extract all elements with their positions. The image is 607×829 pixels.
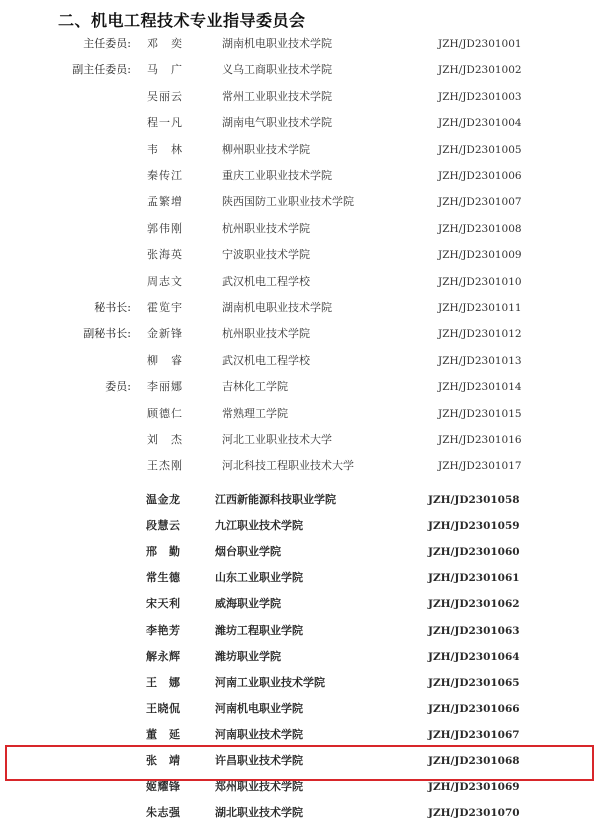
member-row xyxy=(0,295,607,321)
member-name: 常生德 xyxy=(146,571,181,585)
member-code: JZH/JD2301065 xyxy=(428,676,520,689)
member-row xyxy=(0,487,607,513)
member-row xyxy=(0,374,607,400)
member-row xyxy=(0,216,607,242)
member-school: 山东工业职业学院 xyxy=(215,571,303,585)
member-code: JZH/JD2301005 xyxy=(438,143,522,156)
member-school: 潍坊工程职业学院 xyxy=(215,623,303,637)
member-school: 杭州职业技术学院 xyxy=(222,327,310,341)
member-row xyxy=(0,163,607,189)
member-school: 常州工业职业技术学院 xyxy=(222,89,332,103)
member-code: JZH/JD2301007 xyxy=(438,196,522,209)
member-row xyxy=(0,800,607,826)
member-school: 许昌职业技术学院 xyxy=(215,754,303,767)
member-row xyxy=(0,348,607,374)
member-code: JZH/JD2301064 xyxy=(428,650,520,663)
member-code: JZH/JD2301070 xyxy=(428,807,520,820)
member-role: 副秘书长: xyxy=(83,327,131,341)
member-role: 秘书长: xyxy=(94,301,131,314)
member-role: 主任委员: xyxy=(83,37,131,50)
member-row xyxy=(0,696,607,722)
member-school: 湖北职业技术学院 xyxy=(215,806,303,820)
member-row xyxy=(0,670,607,696)
member-name: 李艳芳 xyxy=(146,623,181,637)
member-name: 秦传江 xyxy=(147,169,183,182)
member-school: 湖南机电职业技术学院 xyxy=(222,37,332,50)
member-code: JZH/JD2301002 xyxy=(438,64,522,77)
member-name: 霍览宇 xyxy=(147,301,183,314)
member-row xyxy=(0,31,607,57)
member-row xyxy=(0,513,607,539)
member-school: 威海职业学院 xyxy=(215,597,281,611)
member-row xyxy=(0,57,607,83)
member-row xyxy=(0,722,607,748)
member-code: JZH/JD2301011 xyxy=(438,302,522,314)
member-name: 郭伟刚 xyxy=(147,221,183,235)
member-school: 武汉机电工程学校 xyxy=(222,353,310,367)
member-school: 河北科技工程职业技术大学 xyxy=(222,459,354,473)
member-school: 河南职业技术学院 xyxy=(215,727,303,741)
member-school: 武汉机电工程学校 xyxy=(222,274,310,288)
member-code: JZH/JD2301067 xyxy=(428,728,520,741)
member-school: 烟台职业学院 xyxy=(215,545,281,559)
member-code: JZH/JD2301015 xyxy=(438,407,522,420)
member-row xyxy=(0,618,607,644)
member-code: JZH/JD2301061 xyxy=(428,572,520,585)
member-role: 委员: xyxy=(105,380,131,394)
member-name: 刘 杰 xyxy=(147,433,183,446)
member-code: JZH/JD2301059 xyxy=(428,520,520,533)
member-code: JZH/JD2301058 xyxy=(428,494,520,506)
member-school: 河南工业职业技术学院 xyxy=(215,675,325,689)
highlight-box xyxy=(5,745,594,781)
member-code: JZH/JD2301014 xyxy=(438,381,522,394)
member-code: JZH/JD2301008 xyxy=(438,222,522,235)
member-name: 王杰刚 xyxy=(147,459,183,473)
member-code: JZH/JD2301062 xyxy=(428,598,520,611)
member-code: JZH/JD2301069 xyxy=(428,781,520,794)
member-school: 九江职业技术学院 xyxy=(215,519,303,533)
member-name: 温金龙 xyxy=(146,493,181,506)
member-row xyxy=(0,189,607,215)
member-row xyxy=(0,539,607,565)
member-school: 湖南机电职业技术学院 xyxy=(222,301,332,314)
member-name: 王 娜 xyxy=(146,675,181,689)
member-school: 杭州职业技术学院 xyxy=(222,221,310,235)
member-code: JZH/JD2301012 xyxy=(438,328,522,341)
member-row xyxy=(0,453,607,479)
member-row xyxy=(0,110,607,136)
member-school: 常熟理工学院 xyxy=(222,406,288,420)
member-school: 陕西国防工业职业技术学院 xyxy=(222,195,354,209)
member-row xyxy=(0,321,607,347)
member-name: 顾德仁 xyxy=(147,406,183,420)
member-name: 王晓侃 xyxy=(146,701,181,715)
member-code: JZH/JD2301016 xyxy=(438,434,522,446)
member-school: 柳州职业技术学院 xyxy=(222,142,310,156)
member-school: 吉林化工学院 xyxy=(222,380,288,394)
member-name: 程一凡 xyxy=(147,116,183,130)
member-code: JZH/JD2301006 xyxy=(438,170,522,182)
member-school: 河北工业职业技术大学 xyxy=(222,433,332,446)
member-school: 湖南电气职业技术学院 xyxy=(222,116,332,130)
member-name: 吴丽云 xyxy=(147,89,183,103)
member-name: 解永辉 xyxy=(146,649,181,663)
member-row xyxy=(0,427,607,453)
member-school: 义乌工商职业技术学院 xyxy=(222,63,332,77)
member-code: JZH/JD2301063 xyxy=(428,624,520,637)
member-name: 张海英 xyxy=(147,248,183,262)
member-row xyxy=(0,401,607,427)
member-code: JZH/JD2301010 xyxy=(438,275,522,288)
member-school: 江西新能源科技职业学院 xyxy=(215,493,336,506)
member-code: JZH/JD2301066 xyxy=(428,702,520,715)
member-name: 朱志强 xyxy=(146,806,181,820)
member-school: 河南机电职业学院 xyxy=(215,701,303,715)
member-name: 邓 奕 xyxy=(147,37,183,50)
member-name: 柳 睿 xyxy=(147,353,183,367)
member-row xyxy=(0,565,607,591)
member-code: JZH/JD2301060 xyxy=(428,546,520,559)
member-name: 张 靖 xyxy=(146,754,181,767)
member-code: JZH/JD2301003 xyxy=(438,90,522,103)
member-row xyxy=(0,242,607,268)
member-name: 孟繁增 xyxy=(147,195,183,209)
member-name: 周志文 xyxy=(147,274,183,288)
member-row xyxy=(0,137,607,163)
member-school: 潍坊职业学院 xyxy=(215,649,281,663)
member-school: 宁波职业技术学院 xyxy=(222,248,310,262)
member-name: 姬耀锋 xyxy=(146,780,181,794)
member-code: JZH/JD2301017 xyxy=(438,460,522,473)
member-role: 副主任委员: xyxy=(72,63,131,77)
member-name: 李丽娜 xyxy=(147,380,183,394)
member-row xyxy=(0,269,607,295)
member-row xyxy=(0,591,607,617)
member-name: 宋天利 xyxy=(146,597,181,611)
member-name: 金新锋 xyxy=(147,327,183,341)
member-name: 段慧云 xyxy=(146,519,181,533)
member-code: JZH/JD2301004 xyxy=(438,117,522,130)
section-title: 二、机电工程技术专业指导委员会 xyxy=(58,11,306,30)
member-code: JZH/JD2301068 xyxy=(428,755,520,767)
member-row xyxy=(0,644,607,670)
member-row xyxy=(0,84,607,110)
member-school: 重庆工业职业技术学院 xyxy=(222,169,332,182)
member-name: 马 广 xyxy=(147,63,183,77)
member-name: 董 延 xyxy=(146,727,181,741)
member-code: JZH/JD2301001 xyxy=(438,38,522,50)
member-school: 郑州职业技术学院 xyxy=(215,780,303,794)
member-code: JZH/JD2301013 xyxy=(438,354,522,367)
member-name: 韦 林 xyxy=(147,142,183,156)
member-name: 邢 勤 xyxy=(146,545,181,559)
member-code: JZH/JD2301009 xyxy=(438,249,522,262)
